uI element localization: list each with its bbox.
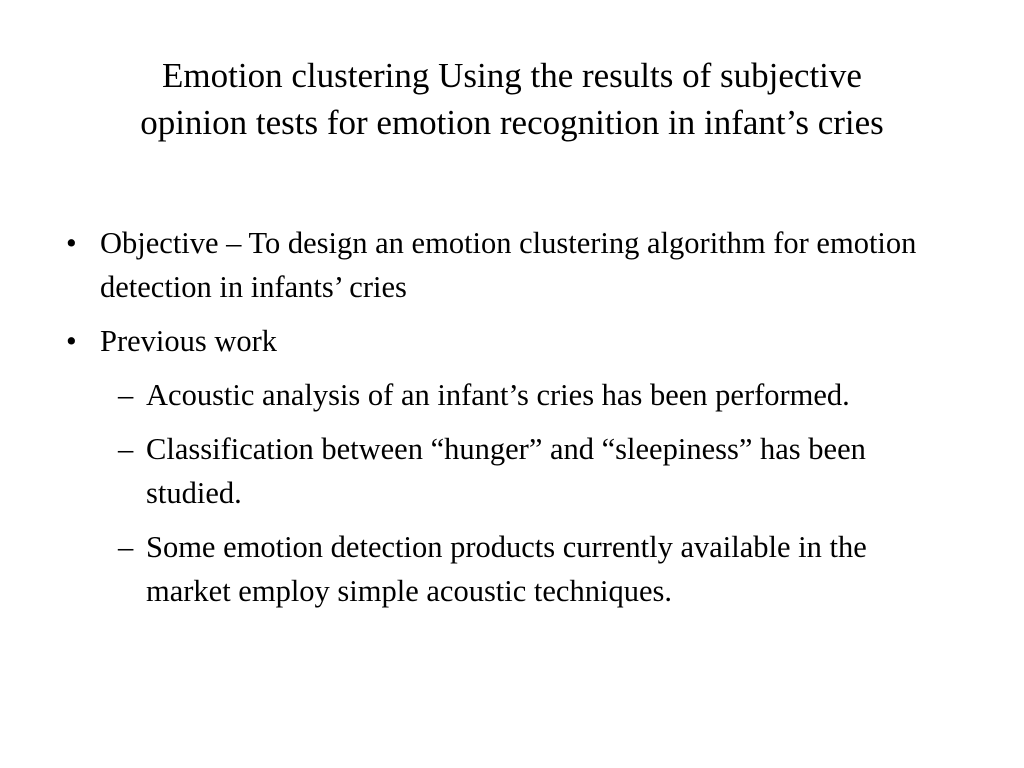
sub-bullet-marker: –: [118, 530, 134, 564]
slide-title: [60, 52, 964, 146]
sub-bullet-acoustic-analysis: [0, 373, 956, 417]
sub-bullet-text: Classification between “hunger” and “sleepiness” has been studied.: [146, 432, 866, 510]
title-line-1: Emotion clustering Using the results of subjective: [162, 56, 862, 95]
sub-bullet-marker: –: [118, 432, 134, 466]
sub-bullet-products: [0, 525, 956, 613]
title-line-2: opinion tests for emotion recognition in infant’s cries: [140, 103, 884, 142]
sub-bullet-text: Acoustic analysis of an infant’s cries has been performed.: [146, 378, 850, 412]
sub-bullet-classification: [0, 427, 956, 515]
sub-bullet-text: Some emotion detection products currently available in the market employ simple acoustic techniques.: [146, 530, 867, 608]
bullet-objective: [0, 221, 980, 309]
bullet-previous-work: [0, 319, 980, 363]
bullet-list: [0, 221, 1024, 623]
bullet-text: Previous work: [100, 324, 278, 358]
bullet-text: Objective – To design an emotion clustering algorithm for emotion detection in infants’ cries: [100, 226, 917, 304]
sub-bullet-marker: –: [118, 378, 134, 412]
bullet-marker: •: [66, 324, 77, 358]
bullet-marker: •: [66, 226, 77, 260]
